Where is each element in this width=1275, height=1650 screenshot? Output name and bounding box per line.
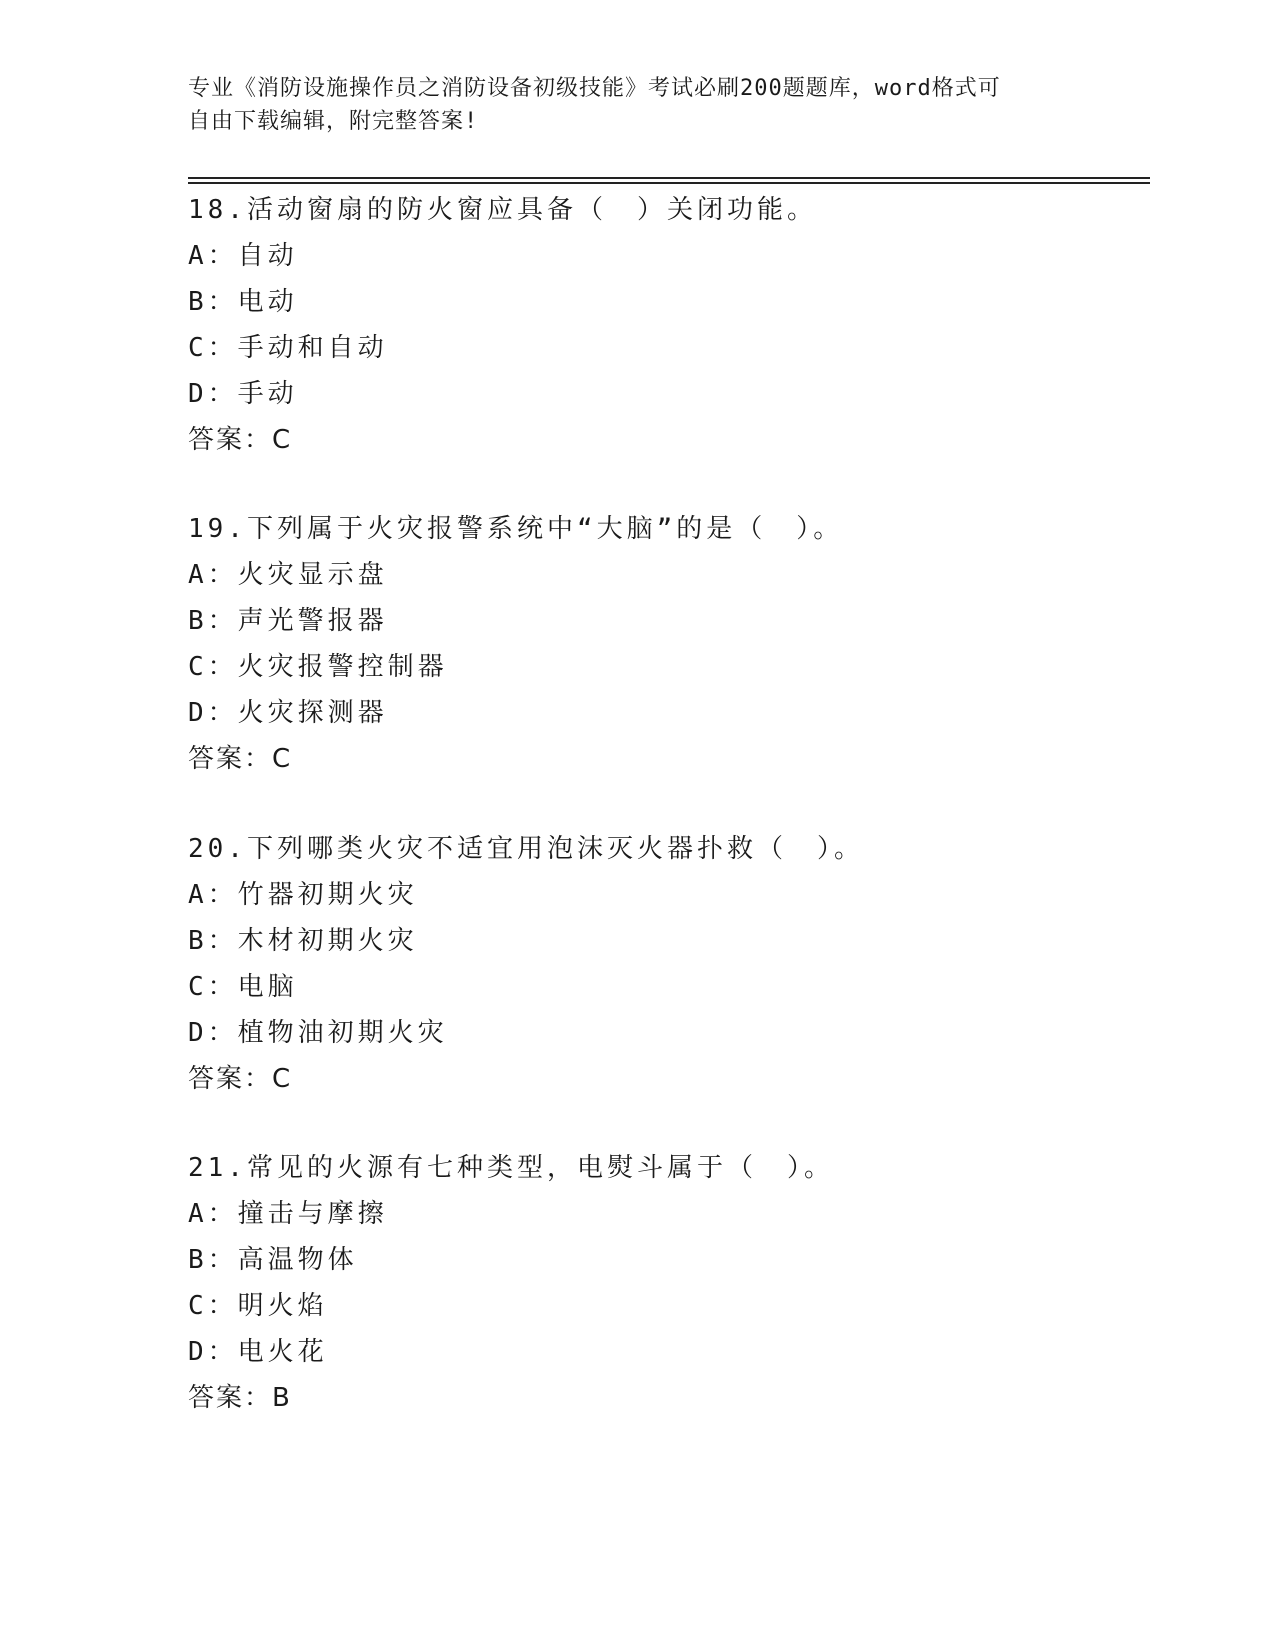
answer: 答案：C [188,425,293,455]
option-c: C：电脑 [188,972,298,1002]
question-title: 19.下列属于火灾报警系统中“大脑”的是（ ）。 [188,514,844,544]
option-d: D：电火花 [188,1337,328,1367]
option-a: A：竹器初期火灾 [188,880,418,910]
header-line-2: 自由下载编辑，附完整答案! [188,109,479,134]
answer: 答案：B [188,1383,292,1413]
option-d: D：手动 [188,379,298,409]
option-b: B：高温物体 [188,1245,358,1275]
answer: 答案：C [188,1064,293,1094]
option-a: A：火灾显示盘 [188,560,388,590]
option-d: D：火灾探测器 [188,698,388,728]
option-c: C：手动和自动 [188,333,388,363]
header-divider-bottom [188,182,1150,184]
question-19 [188,506,1148,782]
question-title: 21.常见的火源有七种类型，电熨斗属于（ ）。 [188,1153,834,1183]
header-line-1: 专业《消防设施操作员之消防设备初级技能》考试必刷200题题库，word格式可 [188,76,1001,101]
option-b: B：声光警报器 [188,606,388,636]
question-21 [188,1145,1148,1421]
option-b: B：电动 [188,287,298,317]
option-b: B：木材初期火灾 [188,926,418,956]
question-18 [188,187,1148,463]
header-divider-top [188,177,1150,179]
option-d: D：植物油初期火灾 [188,1018,448,1048]
option-a: A：自动 [188,241,298,271]
question-title: 20.下列哪类火灾不适宜用泡沫灭火器扑救（ ）。 [188,834,864,864]
answer: 答案：C [188,744,293,774]
option-c: C：火灾报警控制器 [188,652,448,682]
question-title: 18.活动窗扇的防火窗应具备（ ）关闭功能。 [188,195,817,225]
option-a: A：撞击与摩擦 [188,1199,388,1229]
document-header [188,72,1088,138]
question-20 [188,826,1148,1102]
option-c: C：明火焰 [188,1291,328,1321]
